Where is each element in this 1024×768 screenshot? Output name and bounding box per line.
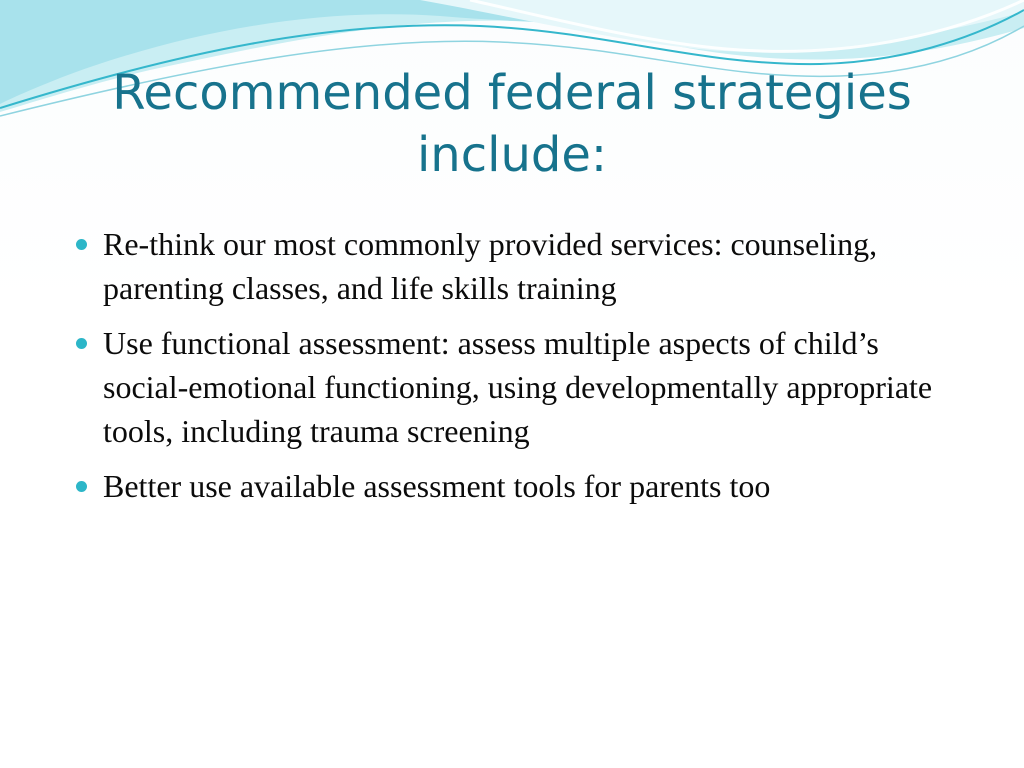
bullet-text: Re-think our most commonly provided services: counseling, parenting classes, and life skills training <box>103 226 878 306</box>
bullet-text: Better use available assessment tools for parents too <box>103 468 771 504</box>
bullet-item <box>72 222 972 310</box>
bullet-item <box>72 464 972 508</box>
bullet-marker-icon <box>76 239 87 250</box>
bullet-list <box>72 222 972 519</box>
bullet-marker-icon <box>76 338 87 349</box>
slide-title: Recommended federal strategies include: <box>112 65 912 183</box>
bullet-marker-icon <box>76 481 87 492</box>
bullet-text: Use functional assessment: assess multiple aspects of child’s social-emotional functioning, using developmentally appropriate tools, including trauma screening <box>103 325 933 449</box>
bullet-item <box>72 321 972 453</box>
